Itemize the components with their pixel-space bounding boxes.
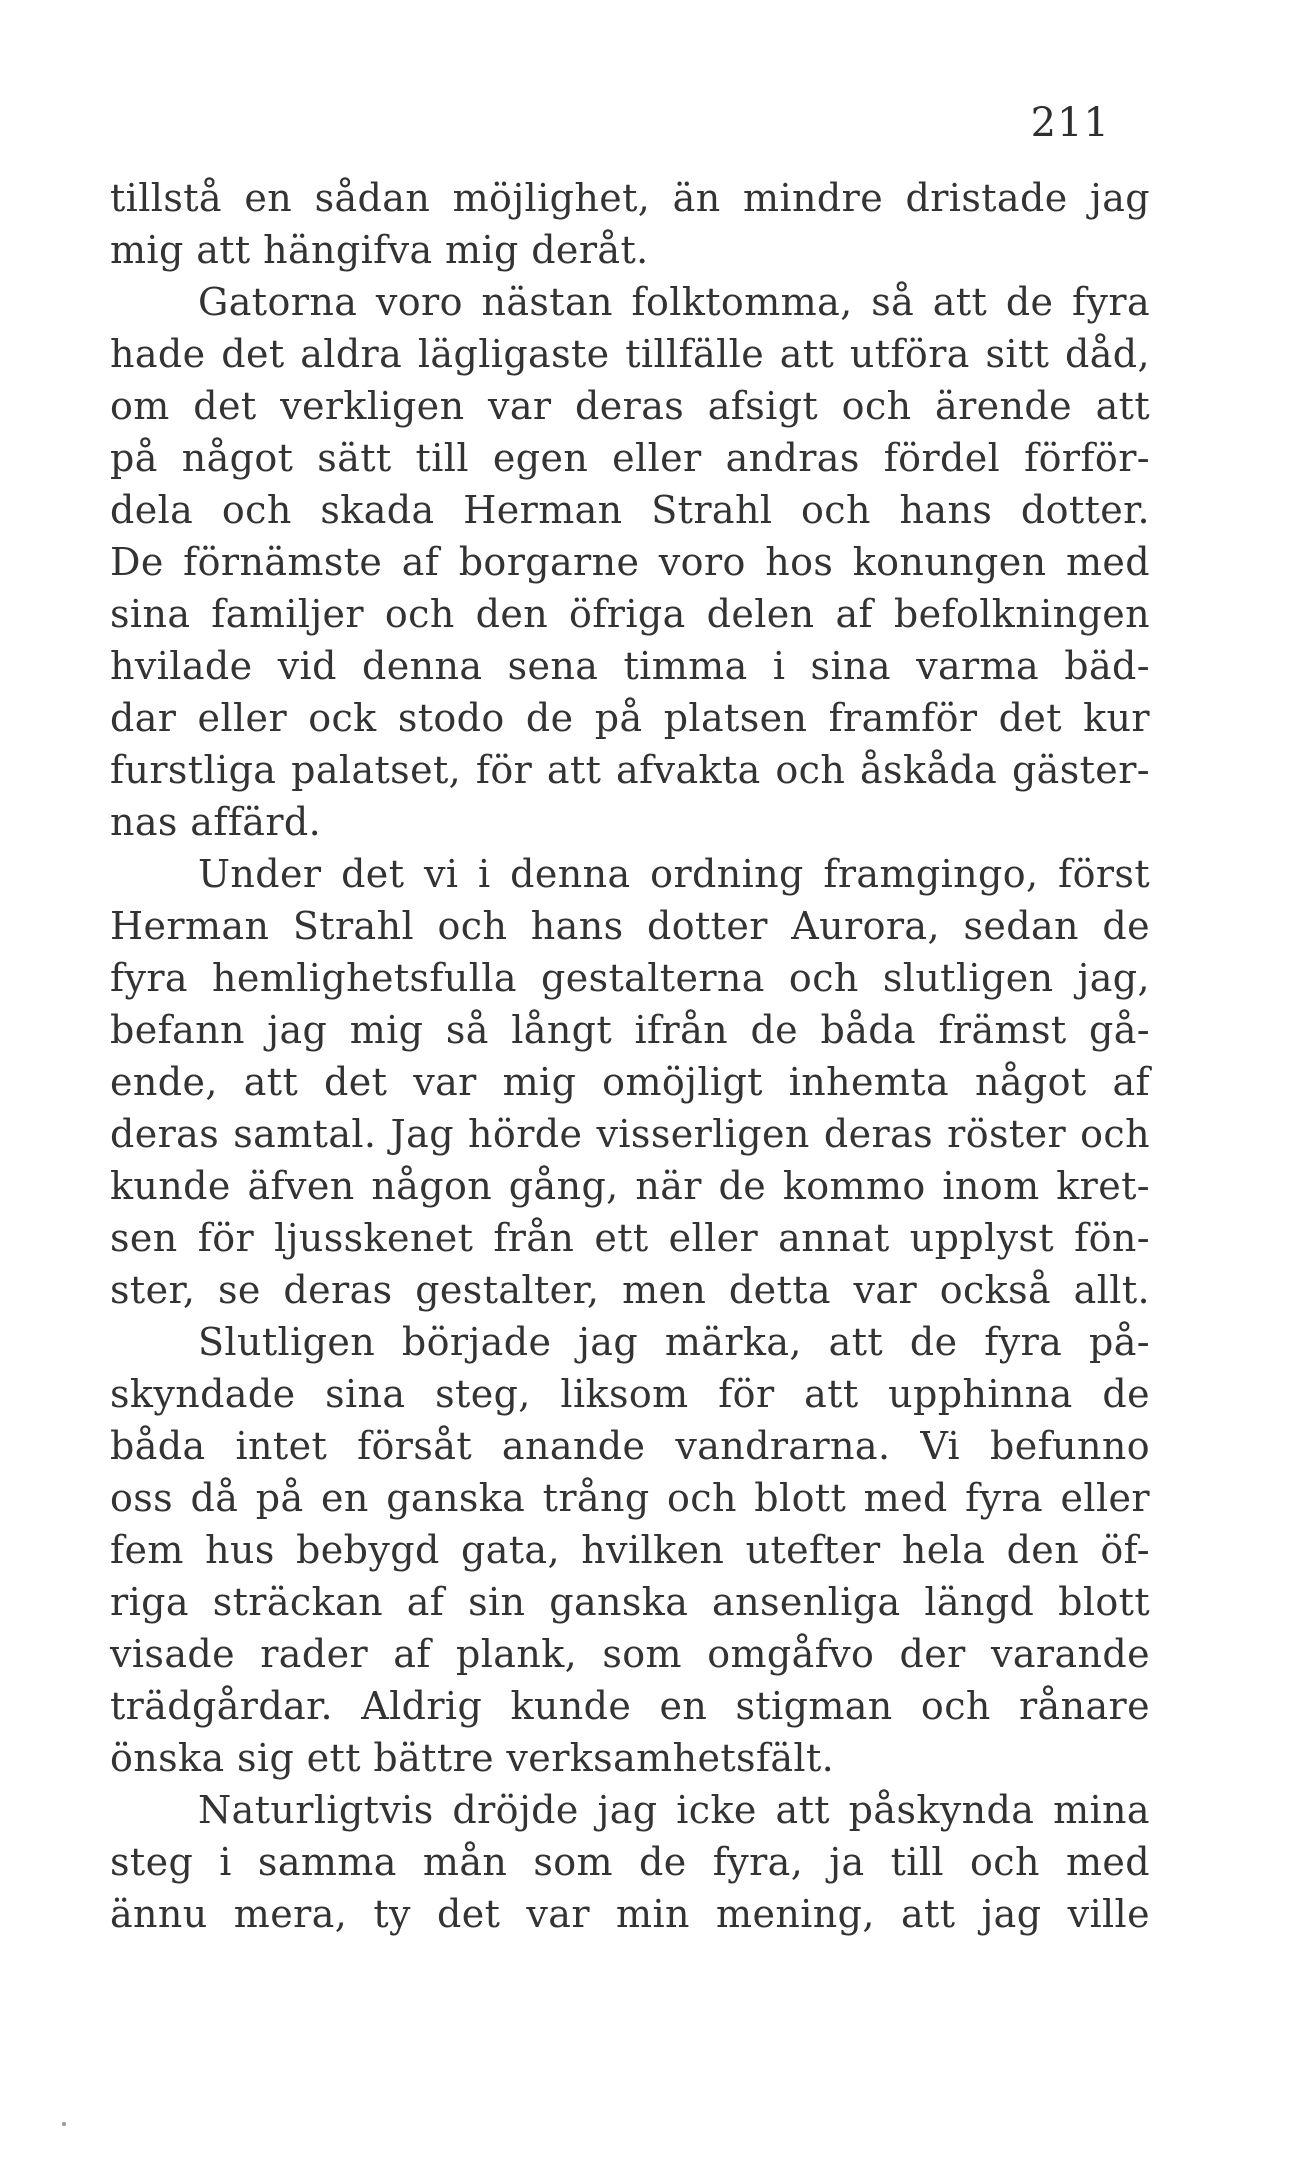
- text-line: Herman Strahl och hans dotter Aurora, sedan de: [110, 904, 1150, 948]
- text-line: Gatorna voro nästan folktomma, så att de fyra: [198, 280, 1150, 324]
- text-line: båda intet försåt anande vandrarna. Vi befunno: [110, 1424, 1150, 1468]
- text-line: kunde äfven någon gång, när de kommo inom kret-: [110, 1164, 1150, 1208]
- paper-speck: [62, 2122, 66, 2126]
- text-line: mig att hängifva mig deråt.: [110, 228, 649, 272]
- text-line: riga sträckan af sin ganska ansenliga längd blott: [110, 1580, 1150, 1624]
- text-line: hvilade vid denna sena timma i sina varma bäd-: [110, 644, 1150, 688]
- text-line: oss då på en ganska trång och blott med fyra eller: [110, 1476, 1150, 1520]
- text-line: ster, se deras gestalter, men detta var också allt.: [110, 1268, 1150, 1312]
- text-line: steg i samma mån som de fyra, ja till och med: [110, 1840, 1150, 1884]
- text-line: fem hus bebygd gata, hvilken utefter hela den öf-: [110, 1528, 1150, 1572]
- text-line: trädgårdar. Aldrig kunde en stigman och rånare: [110, 1684, 1150, 1728]
- text-line: tillstå en sådan möjlighet, än mindre dristade jag: [110, 176, 1150, 220]
- text-line: Naturligtvis dröjde jag icke att påskynda mina: [198, 1788, 1150, 1832]
- text-line: hade det aldra lägligaste tillfälle att utföra sitt dåd,: [110, 332, 1150, 376]
- text-line: visade rader af plank, som omgåfvo der varande: [110, 1632, 1150, 1676]
- text-line: dela och skada Herman Strahl och hans dotter.: [110, 488, 1150, 532]
- text-line: deras samtal. Jag hörde visserligen deras röster och: [110, 1112, 1150, 1156]
- text-line: nas affärd.: [110, 800, 322, 844]
- text-line: ende, att det var mig omöjligt inhemta något af: [110, 1060, 1150, 1104]
- text-line: sen för ljusskenet från ett eller annat upplyst fön-: [110, 1216, 1150, 1260]
- text-line: skyndade sina steg, liksom för att upphinna de: [110, 1372, 1150, 1416]
- text-line: Slutligen började jag märka, att de fyra på-: [198, 1320, 1150, 1364]
- text-line: önska sig ett bättre verksamhetsfält.: [110, 1736, 835, 1780]
- body-text: [110, 172, 1150, 1940]
- text-line: befann jag mig så långt ifrån de båda främst gå-: [110, 1008, 1150, 1052]
- page-number: 211: [1030, 100, 1110, 146]
- text-line: Under det vi i denna ordning framgingo, först: [198, 852, 1150, 896]
- text-line: fyra hemlighetsfulla gestalterna och slutligen jag,: [110, 956, 1150, 1000]
- text-line: De förnämste af borgarne voro hos konungen med: [110, 540, 1150, 584]
- text-line: på något sätt till egen eller andras fördel förför-: [110, 436, 1150, 480]
- text-line: dar eller ock stodo de på platsen framför det kur: [110, 696, 1150, 740]
- text-line: om det verkligen var deras afsigt och ärende att: [110, 384, 1150, 428]
- text-line: sina familjer och den öfriga delen af befolkningen: [110, 592, 1150, 636]
- text-line: ännu mera, ty det var min mening, att jag ville: [110, 1892, 1150, 1936]
- text-line: furstliga palatset, för att afvakta och åskåda gäster-: [110, 748, 1150, 792]
